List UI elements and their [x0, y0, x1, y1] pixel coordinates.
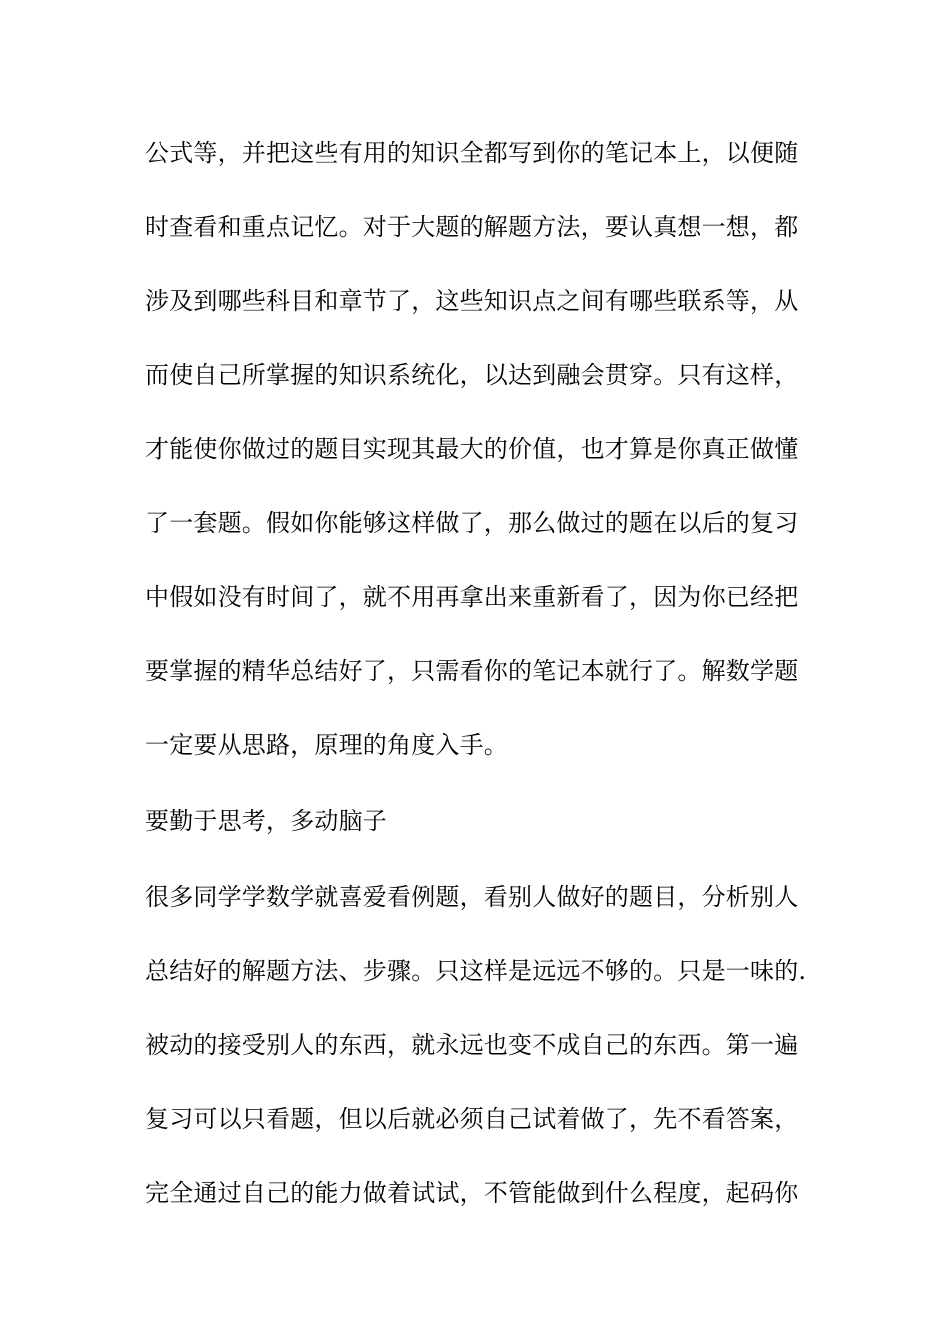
paragraph-1-line-1: 公式等，并把这些有用的知识全都写到你的笔记本上，以便随: [145, 139, 799, 167]
paragraph-2-line-3: 被动的接受别人的东西，就永远也变不成自己的东西。第一遍: [145, 1031, 799, 1059]
paragraph-1-line-4: 而使自己所掌握的知识系统化，以达到融会贯穿。只有这样，: [145, 361, 799, 389]
paragraph-2-line-4: 复习可以只看题，但以后就必须自己试着做了，先不看答案，: [145, 1105, 799, 1133]
paragraph-1-line-7: 中假如没有时间了，就不用再拿出来重新看了，因为你已经把: [145, 583, 799, 611]
paragraph-1-line-5: 才能使你做过的题目实现其最大的价值，也才算是你真正做懂: [145, 435, 799, 463]
paragraph-1-line-6: 了一套题。假如你能够这样做了，那么做过的题在以后的复习: [145, 509, 799, 537]
paragraph-2-line-1: 很多同学学数学就喜爱看例题，看别人做好的题目，分析别人: [145, 883, 799, 911]
paragraph-2-line-5: 完全通过自己的能力做着试试，不管能做到什么程度，起码你: [145, 1179, 799, 1207]
paragraph-1-line-2: 时查看和重点记忆。对于大题的解题方法，要认真想一想，都: [145, 213, 799, 241]
paragraph-2-line-2: 总结好的解题方法、步骤。只这样是远远不够的。只是一味的.: [145, 957, 807, 985]
paragraph-1-line-9: 一定要从思路，原理的角度入手。: [145, 731, 508, 759]
section-heading: 要勤于思考，多动脑子: [145, 807, 387, 835]
paragraph-1-line-3: 涉及到哪些科目和章节了，这些知识点之间有哪些联系等，从: [145, 287, 799, 315]
paragraph-1-line-8: 要掌握的精华总结好了，只需看你的笔记本就行了。解数学题: [145, 657, 799, 685]
